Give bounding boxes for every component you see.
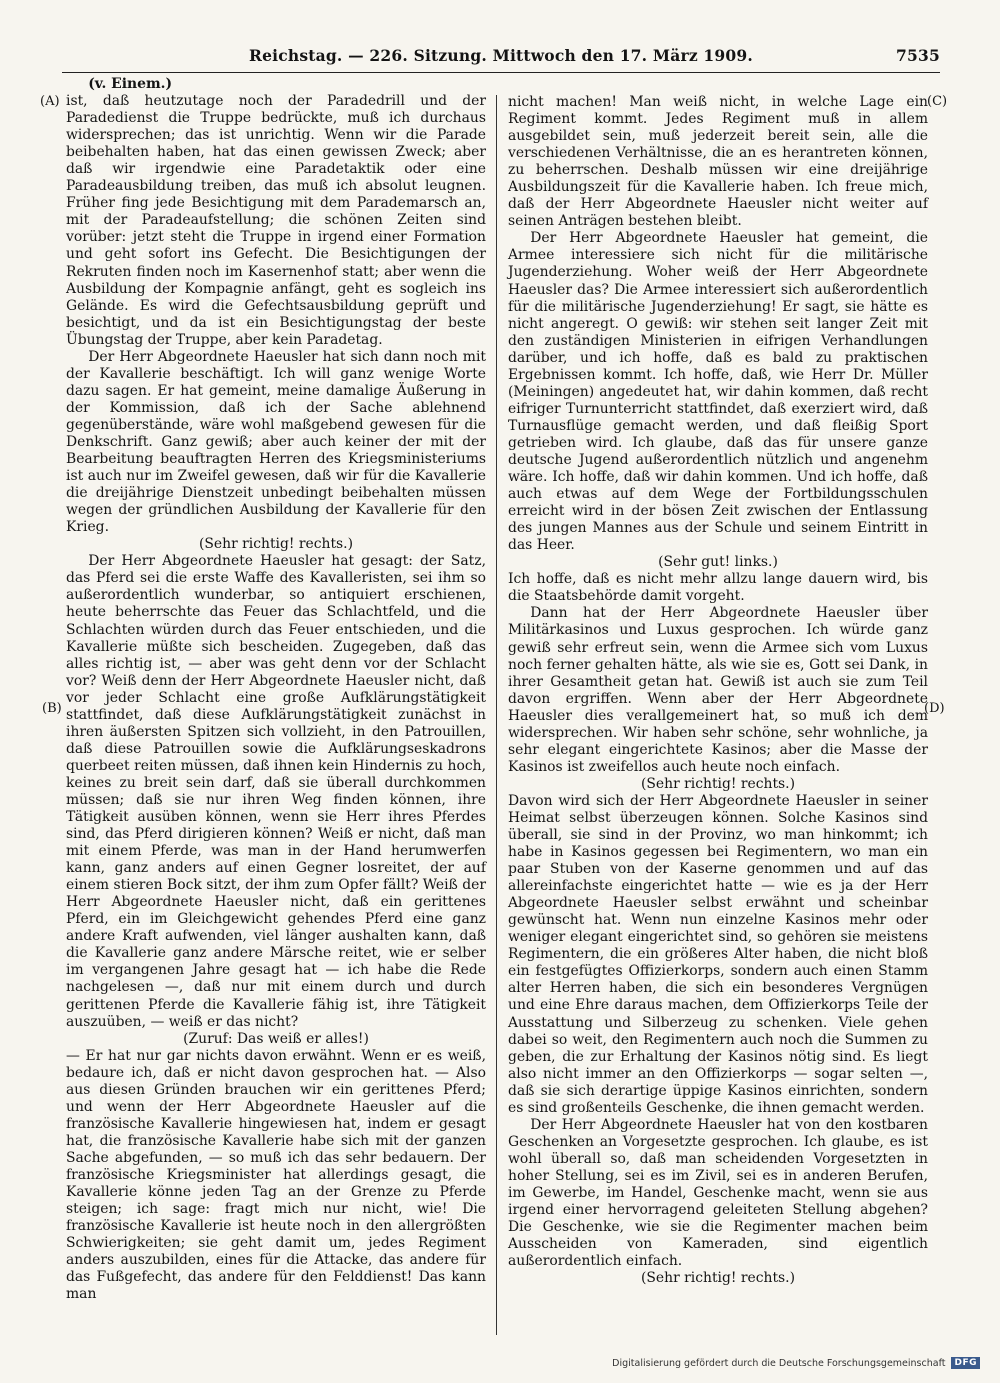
page-header bbox=[62, 46, 940, 68]
page-number: 7535 bbox=[896, 46, 940, 65]
paragraph: Dann hat der Herr Abgeordnete Haeusler über Militärkasinos und Luxus gesprochen. Ich würde ganz gewiß sehr erfreut sein, wenn die Armee sich vom Luxus noch ferner gehalten hätte, als wie sie es, Gott sei Dank, in ihrer Gesamtheit getan hat. Gewiß ist auch sie zum Teil davon ergriffen. Wenn aber der Herr Abgeordnete Haeusler dies verallgemeinert hat, so muß ich dem widersprechen. Wir haben sehr schöne, sehr wohnliche, ja sehr elegant eingerichtete Kasinos; aber die Masse der Kasinos ist zweifellos auch heute noch einfach. bbox=[508, 605, 928, 775]
speaker-name: (v. Einem.) bbox=[88, 76, 173, 92]
paragraph: Der Herr Abgeordnete Haeusler hat gemeint, die Armee interessiere sich nicht für die militärische Jugenderziehung. Woher weiß der Herr Abgeordnete Haeusler das? Die Armee interessiert sich außerordentlich für die militärische Jugenderziehung! Er sagt, sie hätte es nicht angeregt. O gewiß: wir stehen seit langer Zeit mit den zuständigen Ministerien in eifrigen Verhandlungen darüber, und ich hoffe, daß es bald zu praktischen Ergebnissen kommt. Ich hoffe, daß, wie Herr Dr. Müller (Meiningen) angedeutet hat, wir dahin kommen, daß recht eifriger Turnunterricht stattfindet, daß exerziert wird, daß Turnausflüge gemacht werden, und daß fleißig Sport getrieben wird. Ich glaube, daß das für unsere ganze deutsche Jugend außerordentlich nützlich und angenehm wäre. Ich hoffe, daß wir dahin kommen. Und ich hoffe, daß auch etwas auf dem Wege der Fortbildungsschulen erreicht wird in der bösen Zeit zwischen der Entlassung des jungen Mannes aus der Schule und seinem Eintritt in das Heer. bbox=[508, 230, 928, 554]
paragraph: Der Herr Abgeordnete Haeusler hat gesagt: der Satz, das Pferd sei die erste Waffe des Kavalleristen, sei ihm so außerordentlich wunderbar, so antiquiert erschienen, heute beherrschte das Feuer das Schlachtfeld, und die Schlachten würden durch das Feuer entschieden, und die Kavallerie müßte sich bescheiden. Zugegeben, daß das alles richtig ist, — aber was geht denn vor der Schlacht vor? Weiß denn der Herr Abgeordnete Haeusler nicht, daß vor jeder Schlacht eine große Aufklärungstätigkeit stattfindet, daß diese Aufklärungstätigkeit zunächst in ihren äußersten Spitzen sich vollzieht, in den Patrouillen, daß diese Patrouillen sowie die Aufklärungseskadrons querbeet reiten müssen, daß ihnen kein Hindernis zu hoch, keines zu breit sein darf, daß sie überall durchkommen müssen; daß sie nur ihren Weg finden können, ihre Tätigkeit ausüben können, wenn sie Herr ihres Pferdes sind, das Pferd dirigieren können? Weiß er nicht, daß man mit einem Pferde, was man in der Hand herumwerfen kann, ganz anders auf einen Gegner losreitet, der auf einem stieren Bock sitzt, der ihm zum Opfer fällt? Weiß der Herr Abgeordnete Haeusler nicht, daß ein gerittenes Pferd, ein im Gleichgewicht gehendes Pferd eine ganz andere Kraft aufwenden, viel länger aushalten kann, daß die Kavallerie ganz andere Märsche reitet, wie er selber im vergangenen Jahre gesagt hat — ich habe die Rede nachgelesen —, daß nur mit einem durch und durch gerittenen Pferde die Kavallerie fähig ist, ihre Tätigkeit auszuüben, — weiß er das nicht? bbox=[66, 553, 486, 1030]
interjection: (Sehr richtig! rechts.) bbox=[198, 536, 353, 553]
paragraph: Ich hoffe, daß es nicht mehr allzu lange dauern wird, bis die Staatsbehörde damit vorgeht. bbox=[508, 571, 928, 605]
margin-marker-c: (C) bbox=[927, 94, 948, 109]
footer-text: Digitalisierung gefördert durch die Deutsche Forschungsgemeinschaft bbox=[612, 1357, 946, 1369]
running-title: Reichstag. — 226. Sitzung. Mittwoch den 17. März 1909. bbox=[249, 46, 753, 65]
interjection: (Zuruf: Das weiß er alles!) bbox=[183, 1030, 369, 1047]
margin-marker-b: (B) bbox=[42, 701, 62, 716]
dfg-logo: DFG bbox=[951, 1357, 980, 1369]
column-divider bbox=[496, 95, 497, 1335]
interjection: (Sehr richtig! rechts.) bbox=[640, 775, 795, 792]
left-column bbox=[66, 76, 486, 1303]
paragraph: Davon wird sich der Herr Abgeordnete Haeusler in seiner Heimat selbst überzeugen können. Solche Kasinos sind überall, sie sind in der Provinz, wo man hinkommt; ich habe in Kasinos gegessen bei Regimentern, wo man ein paar Stuben von der Kaserne genommen und auf das allereinfachste eingerichtet hatte — wie es ja der Herr Abgeordnete Haeusler selbst erwähnt und scheinbar gewünscht hat. Wenn nun einzelne Kasinos mehr oder weniger elegant eingerichtet sind, so gehören sie meistens Regimentern, die ein größeres Alter haben, die nicht bloß ein festgefügtes Offizierkorps, sondern auch einen Stamm alter Herren haben, die sich ein besonderes Vergnügen und eine Ehre daraus machen, dem Offizierkorps Teile der Ausstattung und Silberzeug zu schenken. Viele gehen dabei so weit, den Regimentern auch noch die Summen zu geben, die zur Erhaltung der Kasinos nötig sind. Es liegt also nicht immer an den Offizierkorps — sogar selten —, daß sie sich derartige üppige Kasinos einrichten, sondern es sind großenteils Geschenke, die ihnen gemacht werden. bbox=[508, 792, 928, 1116]
paragraph: — Er hat nur gar nichts davon erwähnt. Wenn er es weiß, bedaure ich, daß er nicht davon gesprochen hat. — Also aus diesen Gründen brauchen wir ein gerittenes Pferd; und wenn der Herr Abgeordnete Haeusler auf die französische Kavallerie hingewiesen hat, indem er gesagt hat, die französische Kavallerie habe sich mit der ganzen Sache abgefunden, — so muß ich das sehr bedauern. Der französische Kriegsminister hat allerdings gesagt, die Kavallerie könne jeden Tag an der Grenze zu Pferde steigen; ich sage: fragt mich nur nicht, wie! Die französische Kavallerie ist heute noch in den allergrößten Schwierigkeiten; sie geht damit um, jedes Regiment anders auszubilden, eines für die Attacke, das andere für das Fußgefecht, das andere für den Felddienst! Das kann man bbox=[66, 1047, 486, 1303]
margin-marker-a: (A) bbox=[40, 94, 60, 109]
paragraph: Der Herr Abgeordnete Haeusler hat von den kostbaren Geschenken an Vorgesetzte gesprochen. Ich glaube, es ist wohl überall so, daß man scheidenden Vorgesetzten in hoher Stellung, sei es im Zivil, sei es in anderen Berufen, im Gewerbe, im Handel, Geschenke macht, wenn sie aus irgend einer hervorragend geleiteten Stellung abgehen? Die Geschenke, wie sie die Regimenter machen beim Ausscheiden von Kameraden, sind eigentlich außerordentlich einfach. bbox=[508, 1116, 928, 1270]
margin-marker-d: (D) bbox=[924, 701, 945, 716]
footer-credit bbox=[612, 1357, 980, 1369]
right-column bbox=[508, 94, 928, 1287]
paragraph: ist, daß heutzutage noch der Paradedrill und der Paradedienst die Truppe bedrückte, muß ich durchaus widersprechen; das ist unrichtig. Wenn wir die Parade beibehalten haben, hat das einen gewissen Zweck; aber daß wir irgendwie eine Paradetaktik oder eine Paradeausbildung treiben, das muß ich absolut leugnen. Früher fing jede Besichtigung mit dem Parademarsch an, mit der Paradeaufstellung; die schönen Zeiten sind vorüber: jetzt steht die Truppe in irgend einer Formation und geht sofort ins Gefecht. Die Besichtigungen der Rekruten finden noch im Kasernenhof statt; aber wenn die Ausbildung der Kompagnie anfängt, geht es sogleich ins Gelände. Es wird die Gefechtsausbildung geprüft und besichtigt, und da ist ein Besichtigungstag der beste Übungstag der Truppe, aber kein Paradetag. bbox=[66, 93, 486, 348]
paragraph: Der Herr Abgeordnete Haeusler hat sich dann noch mit der Kavallerie beschäftigt. Ich will ganz wenige Worte dazu sagen. Er hat gemeint, meine damalige Äußerung in der Kommission, daß ich der Sache ablehnend gegenüberstände, wäre wohl maßgebend gewesen für die Denkschrift. Ganz gewiß; aber auch keiner der mit der Bearbeitung beauftragten Herren des Kriegsministeriums ist auch nur im Zweifel gewesen, daß wir für die Kavallerie die dreijährige Dienstzeit unbedingt beibehalten müssen wegen der gründlichen Ausbildung der Kavallerie für den Krieg. bbox=[66, 348, 486, 536]
paragraph: nicht machen! Man weiß nicht, in welche Lage ein Regiment kommt. Jedes Regiment muß in allem ausgebildet sein, muß jederzeit bereit sein, alle die verschiedenen Verhältnisse, die an es herantreten können, zu beherrschen. Deshalb müssen wir eine dreijährige Ausbildungszeit für die Kavallerie haben. Ich freue mich, daß der Herr Abgeordnete Haeusler nicht weiter auf seinen Anträgen bestehen bleibt. bbox=[508, 94, 928, 230]
interjection: (Sehr richtig! rechts.) bbox=[640, 1270, 795, 1287]
header-rule bbox=[62, 72, 940, 73]
interjection: (Sehr gut! links.) bbox=[658, 554, 778, 571]
